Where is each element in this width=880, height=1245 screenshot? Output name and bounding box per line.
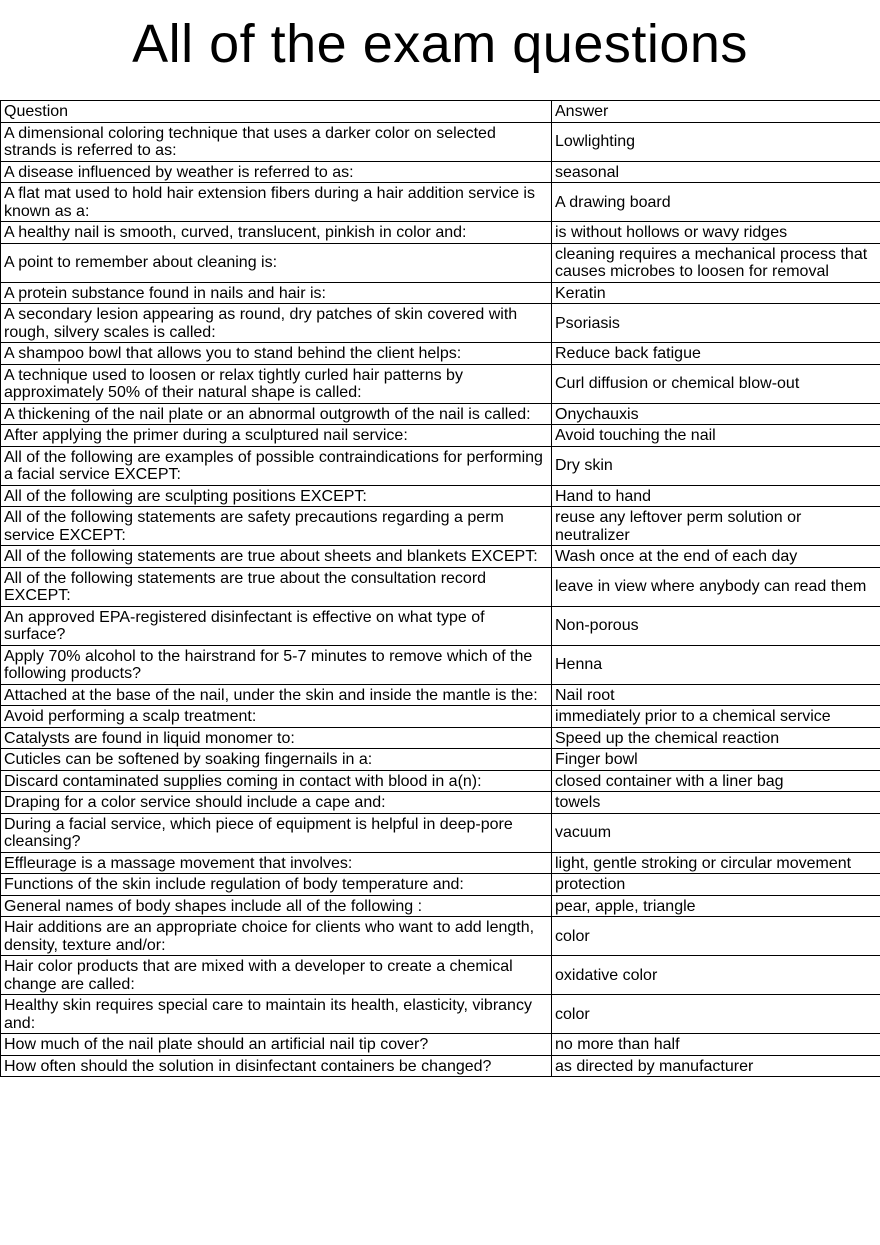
table-row (1, 425, 880, 447)
table-row (1, 446, 880, 485)
answer-cell: is without hollows or wavy ridges (552, 222, 880, 244)
answer-cell: towels (552, 792, 880, 814)
answer-cell: Wash once at the end of each day (552, 546, 880, 568)
table-row (1, 727, 880, 749)
table-row (1, 364, 880, 403)
question-cell: Healthy skin requires special care to maintain its health, elasticity, vibrancy and: (1, 995, 552, 1034)
question-cell: A flat mat used to hold hair extension fibers during a hair addition service is known as a: (1, 183, 552, 222)
answer-cell: as directed by manufacturer (552, 1055, 880, 1077)
table-row (1, 343, 880, 365)
question-cell: A shampoo bowl that allows you to stand behind the client helps: (1, 343, 552, 365)
question-cell: A dimensional coloring technique that uses a darker color on selected strands is referred to as: (1, 122, 552, 161)
question-cell: Attached at the base of the nail, under the skin and inside the mantle is the: (1, 684, 552, 706)
table-row (1, 222, 880, 244)
question-cell: After applying the primer during a sculptured nail service: (1, 425, 552, 447)
table-row (1, 874, 880, 896)
answer-cell: Keratin (552, 282, 880, 304)
header-answer: Answer (552, 101, 880, 123)
question-cell: How often should the solution in disinfectant containers be changed? (1, 1055, 552, 1077)
table-row (1, 1034, 880, 1056)
answer-cell: A drawing board (552, 183, 880, 222)
answer-cell: closed container with a liner bag (552, 770, 880, 792)
question-cell: Catalysts are found in liquid monomer to: (1, 727, 552, 749)
table-row (1, 546, 880, 568)
table-header-row (1, 101, 880, 123)
table-row (1, 567, 880, 606)
answer-cell: Avoid touching the nail (552, 425, 880, 447)
answer-cell: seasonal (552, 161, 880, 183)
table-row (1, 122, 880, 161)
page-title: All of the exam questions (132, 14, 748, 74)
table-row (1, 792, 880, 814)
question-cell: Avoid performing a scalp treatment: (1, 706, 552, 728)
table-row (1, 645, 880, 684)
question-cell: How much of the nail plate should an artificial nail tip cover? (1, 1034, 552, 1056)
question-cell: Cuticles can be softened by soaking fingernails in a: (1, 749, 552, 771)
answer-cell: immediately prior to a chemical service (552, 706, 880, 728)
question-cell: An approved EPA-registered disinfectant is effective on what type of surface? (1, 606, 552, 645)
question-cell: All of the following are examples of possible contraindications for performing a facial service EXCEPT: (1, 446, 552, 485)
question-cell: General names of body shapes include all of the following : (1, 895, 552, 917)
table-row (1, 813, 880, 852)
answer-cell: Reduce back fatigue (552, 343, 880, 365)
question-cell: All of the following are sculpting positions EXCEPT: (1, 485, 552, 507)
table-row (1, 485, 880, 507)
answer-cell: pear, apple, triangle (552, 895, 880, 917)
table-row (1, 161, 880, 183)
table-row (1, 852, 880, 874)
answer-cell: Onychauxis (552, 403, 880, 425)
question-cell: A secondary lesion appearing as round, dry patches of skin covered with rough, silvery scales is called: (1, 304, 552, 343)
question-cell: Hair color products that are mixed with a developer to create a chemical change are called: (1, 956, 552, 995)
question-cell: Discard contaminated supplies coming in contact with blood in a(n): (1, 770, 552, 792)
question-cell: During a facial service, which piece of equipment is helpful in deep-pore cleansing? (1, 813, 552, 852)
table-row (1, 403, 880, 425)
answer-cell: color (552, 917, 880, 956)
answer-cell: Nail root (552, 684, 880, 706)
question-cell: All of the following statements are true about sheets and blankets EXCEPT: (1, 546, 552, 568)
table-row (1, 706, 880, 728)
question-cell: Effleurage is a massage movement that involves: (1, 852, 552, 874)
answer-cell: vacuum (552, 813, 880, 852)
table-row (1, 1055, 880, 1077)
answer-cell: color (552, 995, 880, 1034)
question-cell: All of the following statements are true about the consultation record EXCEPT: (1, 567, 552, 606)
table-row (1, 304, 880, 343)
table-row (1, 684, 880, 706)
answer-cell: Psoriasis (552, 304, 880, 343)
question-cell: A disease influenced by weather is referred to as: (1, 161, 552, 183)
answer-cell: Lowlighting (552, 122, 880, 161)
answer-cell: light, gentle stroking or circular movement (552, 852, 880, 874)
answer-cell: reuse any leftover perm solution or neutralizer (552, 507, 880, 546)
table-row (1, 956, 880, 995)
table-row (1, 917, 880, 956)
answer-cell: Finger bowl (552, 749, 880, 771)
table-row (1, 749, 880, 771)
table-row (1, 282, 880, 304)
answer-cell: Henna (552, 645, 880, 684)
question-cell: A healthy nail is smooth, curved, translucent, pinkish in color and: (1, 222, 552, 244)
question-cell: A technique used to loosen or relax tightly curled hair patterns by approximately 50% of their natural shape is called: (1, 364, 552, 403)
question-cell: A point to remember about cleaning is: (1, 243, 552, 282)
answer-cell: protection (552, 874, 880, 896)
table-row (1, 995, 880, 1034)
question-cell: All of the following statements are safety precautions regarding a perm service EXCEPT: (1, 507, 552, 546)
answer-cell: leave in view where anybody can read them (552, 567, 880, 606)
question-cell: A thickening of the nail plate or an abnormal outgrowth of the nail is called: (1, 403, 552, 425)
answer-cell: Hand to hand (552, 485, 880, 507)
table-row (1, 606, 880, 645)
answer-cell: oxidative color (552, 956, 880, 995)
answer-cell: no more than half (552, 1034, 880, 1056)
question-cell: Functions of the skin include regulation of body temperature and: (1, 874, 552, 896)
table-row (1, 895, 880, 917)
answer-cell: Curl diffusion or chemical blow-out (552, 364, 880, 403)
questions-table (0, 100, 880, 1077)
header-question: Question (1, 101, 552, 123)
answer-cell: Speed up the chemical reaction (552, 727, 880, 749)
answer-cell: Dry skin (552, 446, 880, 485)
table-row (1, 507, 880, 546)
answer-cell: cleaning requires a mechanical process that causes microbes to loosen for removal (552, 243, 880, 282)
question-cell: Apply 70% alcohol to the hairstrand for 5-7 minutes to remove which of the following products? (1, 645, 552, 684)
question-cell: A protein substance found in nails and hair is: (1, 282, 552, 304)
table-row (1, 243, 880, 282)
table-row (1, 183, 880, 222)
table-row (1, 770, 880, 792)
question-cell: Draping for a color service should include a cape and: (1, 792, 552, 814)
answer-cell: Non-porous (552, 606, 880, 645)
question-cell: Hair additions are an appropriate choice for clients who want to add length, density, texture and/or: (1, 917, 552, 956)
